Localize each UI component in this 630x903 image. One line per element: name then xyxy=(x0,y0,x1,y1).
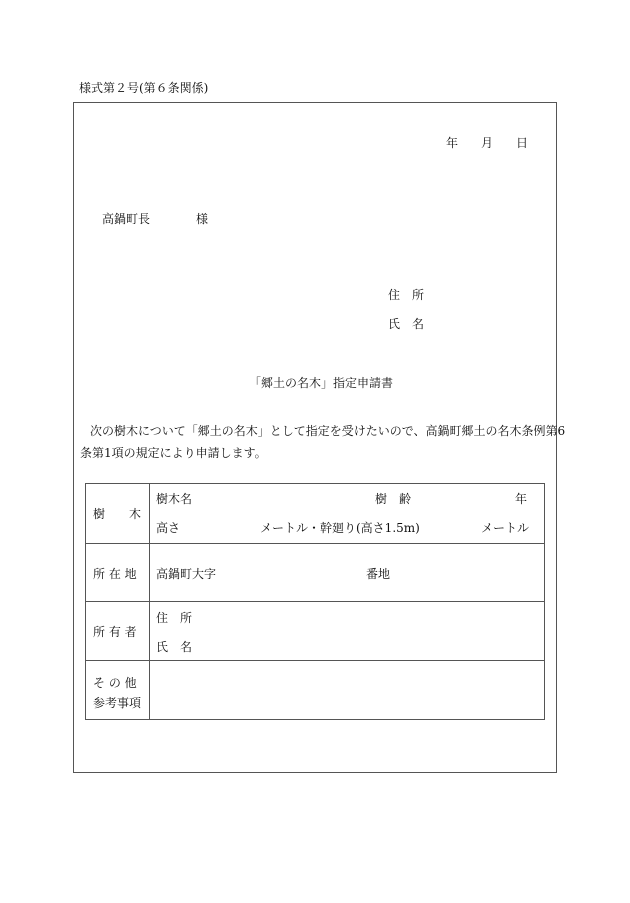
tree-header: 樹 木 xyxy=(93,507,142,521)
applicant-address-label: 住 所 xyxy=(388,288,425,302)
applicant-name-label: 氏 名 xyxy=(388,317,425,331)
tree-age-label: 樹 齢 xyxy=(375,492,412,506)
tree-age-unit: 年 xyxy=(515,492,528,506)
location-header: 所 在 地 xyxy=(93,567,137,581)
body-text-line2: 条第1項の規定により申請します。 xyxy=(80,446,267,460)
table-row-divider xyxy=(86,543,544,544)
location-lot-number: 番地 xyxy=(366,567,391,581)
notes-header-line1: そ の 他 xyxy=(93,676,137,690)
table-row-divider xyxy=(86,660,544,661)
date-month-label: 月 xyxy=(481,136,494,150)
tree-height-girth-label: メートル・幹廻り(高さ1.5m) xyxy=(260,521,420,535)
tree-species-label: 樹木名 xyxy=(156,492,193,506)
notes-header-line2: 参考事項 xyxy=(93,696,142,710)
date-day-label: 日 xyxy=(516,136,529,150)
addressee-honorific: 様 xyxy=(196,212,209,226)
addressee-mayor: 高鍋町長 xyxy=(102,212,151,226)
owner-header: 所 有 者 xyxy=(93,625,137,639)
document-title: 「郷土の名木」指定申請書 xyxy=(249,376,394,390)
tree-girth-unit: メートル xyxy=(481,521,530,535)
owner-address-label: 住 所 xyxy=(156,611,193,625)
application-table xyxy=(85,483,545,720)
table-row-divider xyxy=(86,601,544,602)
location-district: 高鍋町大字 xyxy=(156,567,217,581)
body-text-line1: 次の樹木について「郷土の名木」として指定を受けたいので、高鍋町郷土の名木条例第6 xyxy=(90,424,566,438)
tree-height-label: 高さ xyxy=(156,521,181,535)
date-year-label: 年 xyxy=(446,136,459,150)
form-number: 様式第２号(第６条関係) xyxy=(79,81,209,95)
owner-name-label: 氏 名 xyxy=(156,640,193,654)
